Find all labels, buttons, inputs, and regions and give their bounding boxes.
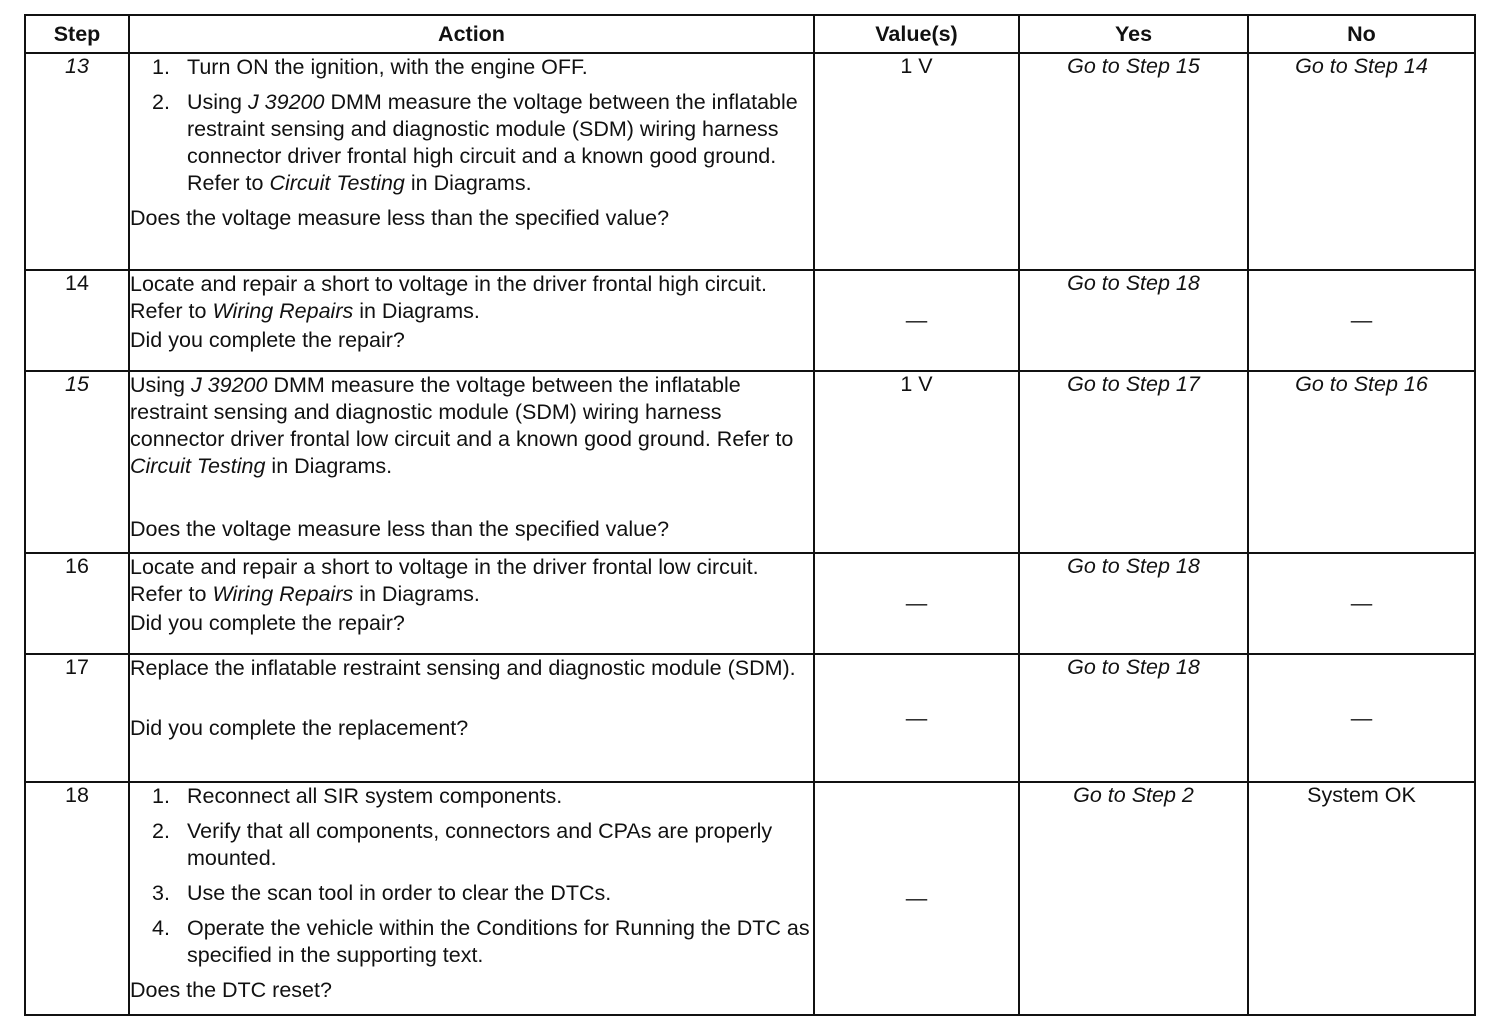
action-question: Did you complete the replacement? xyxy=(130,716,469,740)
header-no: No xyxy=(1248,15,1475,53)
action-text-part: Locate and repair a short to voltage in the driver frontal low circuit. Refer to xyxy=(130,555,759,606)
yes-cell: Go to Step 18 xyxy=(1019,270,1248,371)
step-number: 18 xyxy=(25,782,129,1015)
yes-cell: Go to Step 2 xyxy=(1019,782,1248,1015)
no-cell: Go to Step 14 xyxy=(1248,53,1475,270)
table-row xyxy=(25,654,1475,782)
doc-reference: Circuit Testing xyxy=(130,454,266,478)
item-text: Use the scan tool in order to clear the DTCs. xyxy=(187,881,612,905)
table-row xyxy=(25,371,1475,553)
no-cell: — xyxy=(1248,654,1475,782)
table-row xyxy=(25,553,1475,654)
no-cell: — xyxy=(1248,270,1475,371)
doc-reference: Wiring Repairs xyxy=(212,582,354,606)
action-question: Does the voltage measure less than the specified value? xyxy=(130,517,670,541)
item-number: 4. xyxy=(152,916,170,940)
spacer xyxy=(130,480,813,514)
action-list-item xyxy=(130,54,813,81)
item-text: Turn ON the ignition, with the engine OFF. xyxy=(187,55,588,79)
item-number: 2. xyxy=(152,90,170,114)
action-question: Did you complete the repair? xyxy=(130,328,405,352)
value-cell: — xyxy=(814,553,1019,654)
table-row xyxy=(25,782,1475,1015)
action-list-item xyxy=(130,880,813,907)
header-values: Value(s) xyxy=(814,15,1019,53)
item-number: 3. xyxy=(152,881,170,905)
value-cell: — xyxy=(814,270,1019,371)
action-text xyxy=(130,271,813,325)
action-text-part: in Diagrams. xyxy=(353,299,480,323)
action-text-part: Using xyxy=(130,373,191,397)
tool-reference: J 39200 xyxy=(247,90,325,114)
value-cell: — xyxy=(814,782,1019,1015)
action-list-item xyxy=(130,818,813,872)
item-text: Operate the vehicle within the Conditions for Running the DTC as specified in the supporting text. xyxy=(187,916,810,967)
no-cell: Go to Step 16 xyxy=(1248,371,1475,553)
action-cell xyxy=(129,371,814,553)
tool-reference: J 39200 xyxy=(190,373,268,397)
action-text-part: in Diagrams. xyxy=(353,582,480,606)
action-text-part: in Diagrams. xyxy=(265,454,393,478)
action-question: Does the voltage measure less than the specified value? xyxy=(130,206,670,230)
doc-reference: Wiring Repairs xyxy=(212,299,354,323)
step-number: 17 xyxy=(25,654,129,782)
action-list-item xyxy=(130,915,813,969)
action-cell xyxy=(129,53,814,270)
value-cell: — xyxy=(814,654,1019,782)
step-number: 14 xyxy=(25,270,129,371)
action-list-item xyxy=(130,783,813,810)
step-number: 15 xyxy=(25,371,129,553)
action-question: Did you complete the repair? xyxy=(130,611,405,635)
action-text-part: Locate and repair a short to voltage in the driver frontal high circuit. Refer to xyxy=(130,272,767,323)
action-cell xyxy=(129,654,814,782)
diagnostic-table xyxy=(24,14,1476,1016)
item-text: Verify that all components, connectors and CPAs are properly mounted. xyxy=(187,819,773,870)
action-list-item xyxy=(130,89,813,197)
doc-reference: Circuit Testing xyxy=(269,171,405,195)
table-row xyxy=(25,270,1475,371)
action-text: Replace the inflatable restraint sensing and diagnostic module (SDM). xyxy=(130,656,796,680)
item-text: DMM measure the voltage between the inflatable restraint sensing and diagnostic module (SDM) wiring harness connector driver frontal high circuit and a known good ground. Refer to xyxy=(187,90,798,195)
yes-cell: Go to Step 18 xyxy=(1019,654,1248,782)
no-cell: System OK xyxy=(1248,782,1475,1015)
header-action: Action xyxy=(129,15,814,53)
action-text xyxy=(130,372,813,480)
step-number: 16 xyxy=(25,553,129,654)
header-step: Step xyxy=(25,15,129,53)
item-text: in Diagrams. xyxy=(404,171,532,195)
yes-cell: Go to Step 15 xyxy=(1019,53,1248,270)
header-yes: Yes xyxy=(1019,15,1248,53)
value-cell: 1 V xyxy=(814,53,1019,270)
no-cell: — xyxy=(1248,553,1475,654)
value-cell: 1 V xyxy=(814,371,1019,553)
action-question: Does the DTC reset? xyxy=(130,978,332,1002)
yes-cell: Go to Step 18 xyxy=(1019,553,1248,654)
action-text xyxy=(130,554,813,608)
table-row xyxy=(25,53,1475,270)
item-number: 2. xyxy=(152,819,170,843)
item-text: Using xyxy=(187,90,248,114)
action-cell xyxy=(129,782,814,1015)
action-cell xyxy=(129,553,814,654)
spacer xyxy=(130,682,813,713)
header-row xyxy=(25,15,1475,53)
yes-cell: Go to Step 17 xyxy=(1019,371,1248,553)
action-text-part: DMM measure the voltage between the inflatable restraint sensing and diagnostic module (SDM) wiring harness connector driver frontal low circuit and a known good ground. Refer to xyxy=(130,373,794,451)
action-cell xyxy=(129,270,814,371)
item-text: Reconnect all SIR system components. xyxy=(187,784,563,808)
step-number: 13 xyxy=(25,53,129,270)
item-number: 1. xyxy=(152,55,170,79)
item-number: 1. xyxy=(152,784,170,808)
